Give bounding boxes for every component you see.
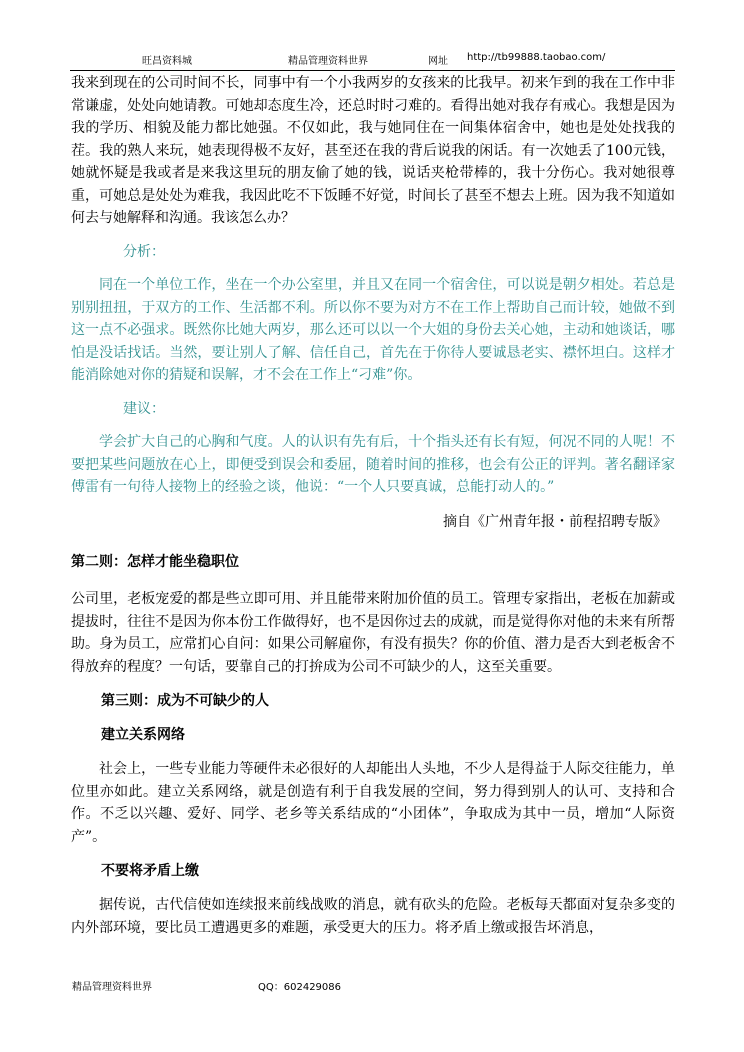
header-url[interactable]: http://tb99888.taobao.com/ (467, 52, 606, 63)
section2-heading: 第二则：怎样才能坐稳职位 (71, 554, 239, 570)
document-body (71, 72, 675, 939)
header-site-name: 精品管理资料世界 (288, 56, 368, 67)
analysis-label: 分析： (123, 243, 165, 260)
conflict-paragraph: 据传说，古代信使如连续报来前线战败的消息，就有砍头的危险。老板每天都面对复杂多变的内外部环境，要比员工遭遇更多的难题，承受更大的压力。将矛盾上缴或报告坏消息， (71, 897, 675, 936)
page-footer (72, 978, 472, 994)
section3-heading: 第三则：成为不可缺少的人 (101, 693, 269, 709)
footer-site-name: 精品管理资料世界 (72, 982, 152, 993)
section2-paragraph: 公司里，老板宠爱的都是些立即可用、并且能带来附加价值的员工。管理专家指出，老板在加薪或提拔时，往往不是因为你本份工作做得好，也不是因你过去的成就，而是觉得你对他的未来有所帮助。身为员工，应常扪心自问：如果公司解雇你，有没有损失？你的价值、潜力是否大到老板舍不得放弃的程度？一句话，要靠自己的打拚成为公司不可缺少的人，这至关重要。 (71, 591, 675, 675)
network-paragraph: 社会上，一些专业能力等硬件未必很好的人却能出人头地，不少人是得益于人际交往能力，单位里亦如此。建立关系网络，就是创造有利于自我发展的空间，努力得到别人的认可、支持和合作。不乏以兴趣、爱好、同学、老乡等关系结成的“小团体”，争取成为其中一员，增加“人际资产”。 (71, 761, 675, 845)
footer-qq: QQ：602429086 (258, 982, 342, 993)
advice-label: 建议： (123, 400, 165, 417)
header-shop-name: 旺昌资料城 (142, 56, 192, 67)
header-url-label: 网址 (428, 56, 448, 67)
intro-paragraph: 我来到现在的公司时间不长，同事中有一个小我两岁的女孩来的比我早。初来乍到的我在工作中非常谦虚，处处向她请教。可她却态度生冷，还总时时刁难的。看得出她对我存有戒心。我想是因为我的学历、相貌及能力都比她强。不仅如此，我与她同住在一间集体宿舍中，她也是处处找我的茬。我的熟人来玩，她表现得极不友好，甚至还在我的背后说我的闲话。有一次她丢了100元钱，她就怀疑是我或者是来我这里玩的朋友偷了她的钱，说话夹枪带棒的，我十分伤心。我对她很尊重，可她总是处处为难我，我因此吃不下饭睡不好觉，时间长了甚至不想去上班。因为我不知道如何去与她解释和沟通。我该怎么办？ (71, 75, 675, 226)
subheading-network: 建立关系网络 (101, 727, 185, 743)
source-citation: 摘自《广州青年报・前程招聘专版》 (443, 513, 667, 530)
analysis-paragraph: 同在一个单位工作，坐在一个办公室里，并且又在同一个宿舍住，可以说是朝夕相处。若总是别别扭扭，于双方的工作、生活都不利。所以你不要为对方不在工作上帮助自己而计较，她做不到这一点不必强求。既然你比她大两岁，那么还可以以一个大姐的身份去关心她，主动和她谈话，哪怕是没话找话。当然，要让别人了解、信任自己，首先在于你待人要诚恳老实、襟怀坦白。这样才能消除她对你的猜疑和误解，才不会在工作上“刁难”你。 (71, 277, 675, 383)
page-header (70, 48, 675, 71)
advice-paragraph: 学会扩大自己的心胸和气度。人的认识有先有后，十个指头还有长有短，何况不同的人呢！不要把某些问题放在心上，即便受到误会和委屈，随着时间的推移，也会有公正的评判。著名翻译家傅雷有一句待人接物上的经验之谈，他说：“一个人只要真诚，总能打动人的。” (71, 434, 675, 495)
subheading-conflict: 不要将矛盾上缴 (101, 863, 199, 879)
